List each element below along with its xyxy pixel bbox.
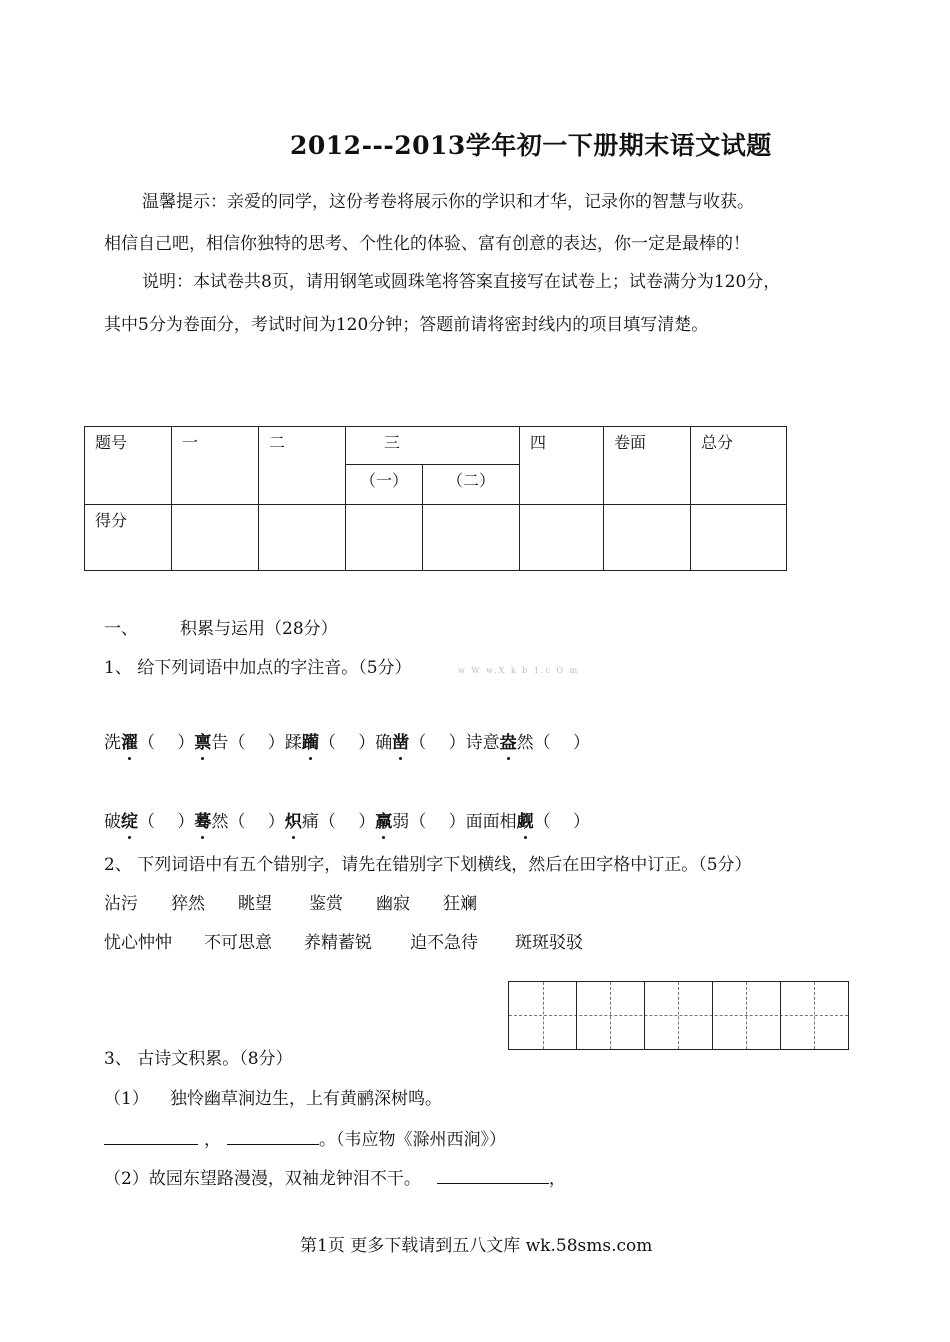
intro-line-3: 说明：本试卷共8页，请用钢笔或圆珠笔将答案直接写在试卷上；试卷满分为120分， [142, 272, 781, 292]
watermark-text: w W w.X k b 1.c O m [458, 666, 580, 675]
score-subheader-1: （一） [346, 465, 423, 505]
score-cell[interactable] [604, 505, 691, 571]
answer-bracket[interactable]: （ ） [409, 812, 466, 832]
score-cell[interactable] [520, 505, 604, 571]
q1-word: 面面相觑 [465, 812, 534, 832]
q2-word[interactable]: 幽寂 [376, 894, 410, 914]
q3-item-2: （2）故园东望路漫漫，双袖龙钟泪不干。 ， [104, 1169, 566, 1189]
answer-bracket[interactable]: （ ） [533, 733, 591, 753]
score-table [84, 426, 787, 571]
score-header-label: 题号 [85, 427, 172, 505]
q1-word: 洗濯 [104, 733, 138, 753]
score-cell[interactable] [346, 505, 423, 571]
q2-word[interactable]: 养精蓄锐 [304, 933, 372, 953]
score-cell[interactable] [259, 505, 346, 571]
answer-blank[interactable] [104, 1130, 198, 1145]
q2-word[interactable]: 不可思意 [204, 933, 272, 953]
page-footer: 第1页 更多下载请到五八文库 wk.58sms.com [300, 1236, 653, 1256]
score-header-3: 三 [346, 427, 520, 465]
score-header-1: 一 [172, 427, 259, 505]
q2-word[interactable]: 沾污 [104, 894, 138, 914]
score-cell[interactable] [423, 505, 520, 571]
q1-row-2 [104, 810, 590, 834]
q3-item-1-number: （1） [104, 1089, 149, 1109]
correction-grid[interactable] [508, 981, 849, 1050]
q1-word: 确凿 [375, 733, 410, 753]
section-1-title: 积累与运用（28分） [180, 619, 338, 639]
q1-word: 羸弱 [375, 812, 410, 832]
answer-bracket[interactable]: （ ） [318, 733, 376, 753]
q1-word: 蹂躏 [284, 733, 319, 753]
answer-bracket[interactable]: （ ） [409, 733, 466, 753]
q1-word: 破绽 [104, 812, 138, 832]
q2-word[interactable]: 眺望 [238, 894, 272, 914]
q3-item-1-text: 独怜幽草涧边生，上有黄鹂深树鸣。 [170, 1089, 442, 1109]
q1-word: 诗意盎然 [465, 733, 534, 753]
answer-bracket[interactable]: （ ） [228, 812, 285, 832]
answer-bracket[interactable]: （ ） [228, 733, 285, 753]
q3-label: 3、 古诗文积累。（8分） [104, 1049, 293, 1069]
page-title: 2012---2013学年初一下册期末语文试题 [290, 131, 772, 160]
answer-bracket[interactable]: （ ） [318, 812, 376, 832]
q3-item-1-source: 。（韦应物《滁州西涧》） [319, 1130, 506, 1150]
q2-word[interactable]: 鉴赏 [309, 894, 343, 914]
answer-bracket[interactable]: （ ） [138, 812, 195, 832]
q1-row-1 [104, 731, 590, 755]
answer-blank[interactable] [227, 1130, 319, 1145]
intro-line-2: 相信自己吧，相信你独特的思考、个性化的体验、富有创意的表达，你一定是最棒的！ [104, 234, 750, 254]
q1-label: 1、 给下列词语中加点的字注音。（5分） [104, 658, 412, 678]
score-header-2: 二 [259, 427, 346, 505]
score-header-4: 四 [520, 427, 604, 505]
q2-word[interactable]: 狂斓 [443, 894, 477, 914]
q2-word[interactable]: 斑斑驳驳 [515, 933, 583, 953]
intro-line-4: 其中5分为卷面分，考试时间为120分钟；答题前请将密封线内的项目填写清楚。 [104, 315, 709, 335]
q1-word: 炽痛 [284, 812, 319, 832]
q2-word[interactable]: 迫不急待 [410, 933, 478, 953]
score-header-neatness: 卷面 [604, 427, 691, 505]
answer-bracket[interactable]: （ ） [138, 733, 195, 753]
intro-line-1: 温馨提示：亲爱的同学，这份考卷将展示你的学识和才华，记录你的智慧与收获。 [142, 192, 754, 212]
score-cell[interactable] [172, 505, 259, 571]
score-subheader-2: （二） [423, 465, 520, 505]
answer-bracket[interactable]: （ ） [533, 812, 591, 832]
q3-item-1-answer: ， 。（韦应物《滁州西涧》） [104, 1128, 506, 1152]
section-1-number: 一、 [104, 619, 138, 639]
q1-word: 禀告 [194, 733, 229, 753]
q2-label: 2、 下列词语中有五个错别字，请先在错别字下划横线，然后在田字格中订正。（5分） [104, 855, 752, 875]
q3-item-2-text: （2）故园东望路漫漫，双袖龙钟泪不干。 [104, 1169, 421, 1189]
score-row-label: 得分 [85, 505, 172, 571]
answer-blank[interactable] [437, 1169, 549, 1184]
score-cell[interactable] [691, 505, 787, 571]
q2-word[interactable]: 忧心忡忡 [104, 933, 172, 953]
score-header-total: 总分 [691, 427, 787, 505]
q1-word: 蓦然 [194, 812, 229, 832]
q2-word[interactable]: 猝然 [171, 894, 205, 914]
